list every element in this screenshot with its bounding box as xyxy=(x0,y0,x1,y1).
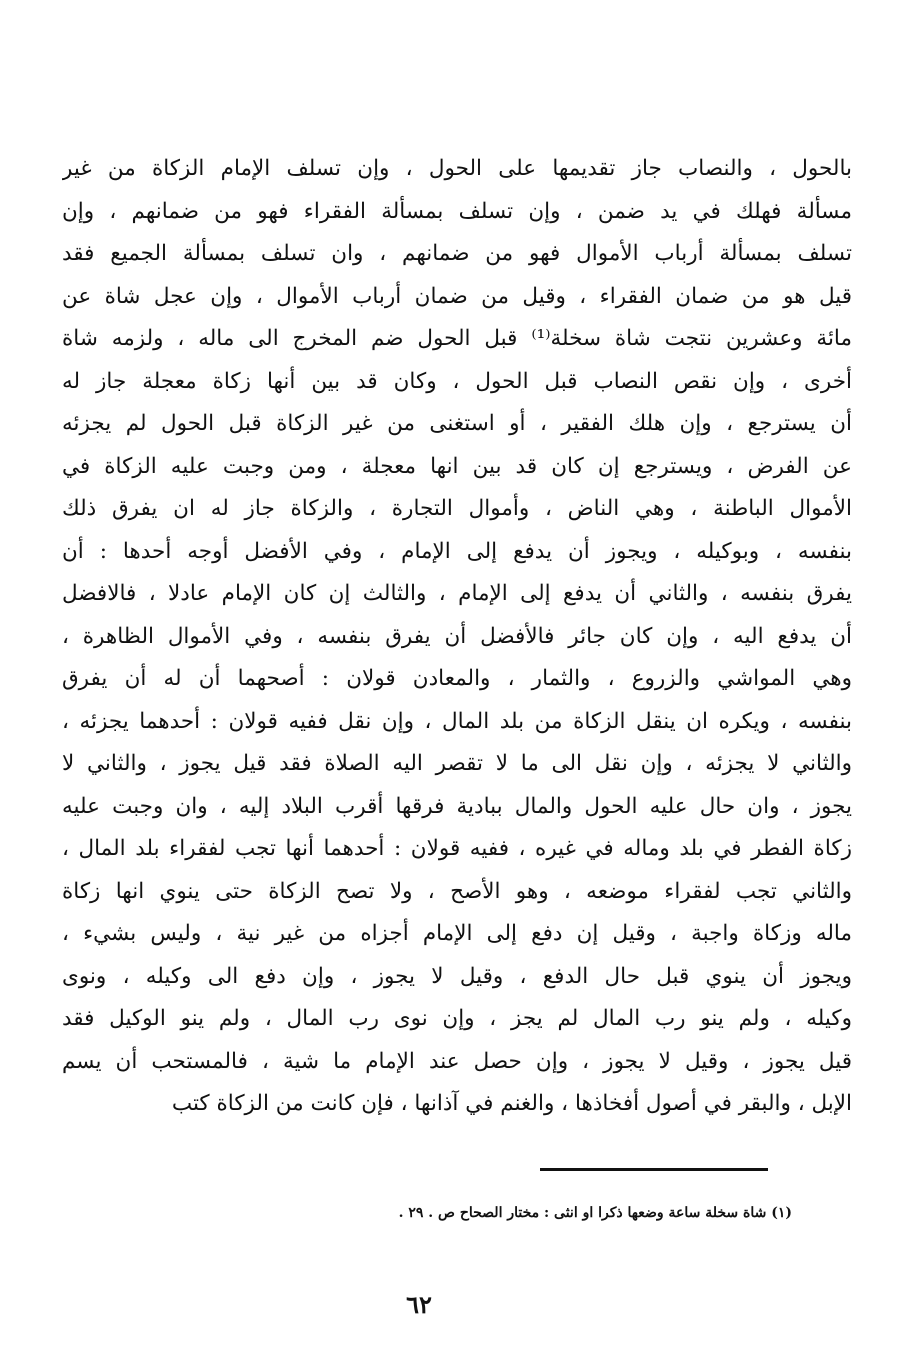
text-line: أن يدفع اليه ، وإن كان جائر فالأفضل أن يفرق بنفسه ، وفي الأموال الظاهرة ، xyxy=(62,623,852,649)
text-line: ماله وزكاة واجبة ، وقيل إن دفع إلى الإمام أجزاه من غير نية ، وليس بشيء ، xyxy=(62,921,852,946)
body-text xyxy=(62,148,852,1126)
text-line: تسلف بمسألة أرباب الأموال فهو من ضمانهم ، وان تسلف بمسألة الجميع فقد xyxy=(62,241,852,266)
text-line: الإبل ، والبقر في أصول أفخاذها ، والغنم في آذانها ، فإن كانت من الزكاة كتب xyxy=(171,1091,852,1116)
text-line: أن يسترجع ، وإن هلك الفقير ، أو استغنى من غير الزكاة قبل الحول لم يجزئه xyxy=(62,411,852,436)
text-line: أخرى ، وإن نقص النصاب قبل الحول ، وكان قد بين أنها زكاة معجلة جاز له xyxy=(62,368,852,394)
text-line: يفرق بنفسه ، والثاني أن يدفع إلى الإمام ، والثالث إن كان الإمام عادلا ، فالافضل xyxy=(62,581,852,606)
text-line: بنفسه ، ويكره ان ينقل الزكاة من بلد المال ، وإن نقل ففيه قولان : أحدهما يجزئه ، xyxy=(62,708,852,734)
page-number: ٦٢ xyxy=(406,1290,432,1319)
text-line: بالحول ، والنصاب جاز تقديمها على الحول ، وإن تسلف الإمام الزكاة من غير xyxy=(62,156,852,181)
text-line: يجوز ، وان حال عليه الحول والمال ببادية فرقها أقرب البلاد إليه ، وان وجبت عليه xyxy=(62,793,852,819)
text-line: عن الفرض ، ويسترجع إن كان قد بين انها معجلة ، ومن وجبت عليه الزكاة في xyxy=(62,453,852,479)
text-line: قيل يجوز ، وقيل لا يجوز ، وإن حصل عند الإمام ما شية ، فالمستحب أن يسم xyxy=(62,1048,852,1074)
footnote: (١) شاة سخلة ساعة وضعها ذكرا او انثى : مختار الصحاح ص . ٢٩ . xyxy=(398,1205,792,1221)
footnote-separator xyxy=(540,1168,768,1171)
text-line: الأموال الباطنة ، وهي الناض ، وأموال التجارة ، والزكاة جاز له ان يفرق ذلك xyxy=(62,496,852,521)
text-line: مائة وعشرين نتجت شاة سخلة⁽¹⁾ قبل الحول ضم المخرج الى ماله ، ولزمه شاة xyxy=(62,326,852,351)
text-line: بنفسه ، وبوكيله ، ويجوز أن يدفع إلى الإمام ، وفي الأفضل أوجه أحدها : أن xyxy=(62,538,852,564)
text-line: ويجوز أن ينوي قبل حال الدفع ، وقيل لا يجوز ، وإن دفع الى وكيله ، ونوى xyxy=(62,963,852,989)
text-line: قيل هو من ضمان الفقراء ، وقيل من ضمان أرباب الأموال ، وإن عجل شاة عن xyxy=(62,283,852,309)
text-line: وكيله ، ولم ينو رب المال لم يجز ، وإن نوى رب المال ، ولم ينو الوكيل فقد xyxy=(62,1006,852,1031)
text-line: والثاني لا يجزئه ، وإن نقل الى ما لا تقصر اليه الصلاة فقد قيل يجوز ، والثاني لا xyxy=(62,751,852,776)
text-line: وهي المواشي والزروع ، والثمار ، والمعادن قولان : أصحهما أن له أن يفرق xyxy=(62,666,852,691)
text-line: والثاني تجب لفقراء موضعه ، وهو الأصح ، ولا تصح الزكاة حتى ينوي انها زكاة xyxy=(62,878,852,904)
text-line: مسألة فهلك في يد ضمن ، وإن تسلف بمسألة الفقراء فهو من ضمانهم ، وإن xyxy=(62,198,852,224)
text-line: زكاة الفطر في بلد وماله في غيره ، ففيه قولان : أحدهما أنها تجب لفقراء بلد المال ، xyxy=(62,836,852,861)
